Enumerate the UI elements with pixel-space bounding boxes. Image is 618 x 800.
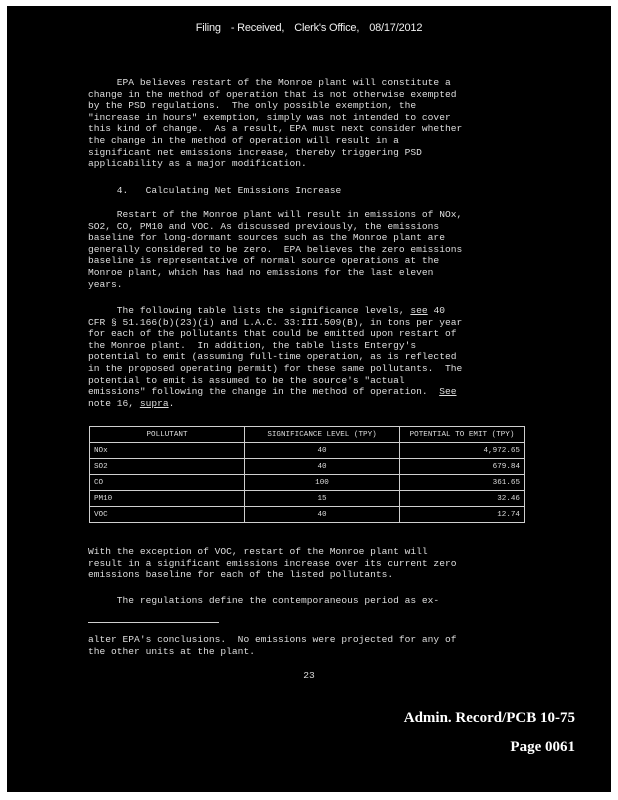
text-line: "increase in hours" exemption, simply was not intended to cover [88, 111, 451, 123]
text-line: years. [88, 278, 123, 290]
pollutant-cell: CO [90, 475, 245, 491]
footnote-text [88, 634, 526, 657]
text-line: by the PSD regulations. The only possible exemption, the [88, 100, 417, 112]
citation-signal: supra [139, 397, 169, 409]
header-received: - Received, [230, 22, 285, 34]
citation-signal: See [439, 386, 457, 398]
text-line: result in a significant emissions increase over its current zero [88, 557, 457, 569]
table-row [90, 475, 525, 491]
potential-cell: 4,972.65 [400, 443, 525, 459]
pollutant-cell: VOC [90, 507, 245, 523]
text-line: change in the method of operation that is not otherwise exempted [88, 88, 457, 100]
header-date: 08/17/2012 [369, 22, 423, 34]
table-row [90, 491, 525, 507]
document-page [7, 6, 611, 792]
text-line: emissions baseline for each of the listed pollutants. [88, 569, 394, 581]
potential-cell: 361.65 [400, 475, 525, 491]
pollutant-cell: SO2 [90, 459, 245, 475]
text-line: Restart of the Monroe plant will result in emissions of NOx, [88, 209, 463, 220]
filing-header [7, 22, 611, 34]
text-run: 40 [427, 305, 445, 316]
text-line: baseline is representative of normal source operations at the [88, 255, 440, 267]
page-stamp: Page 0061 [510, 739, 575, 755]
paragraph-restart-method [88, 77, 526, 170]
text-run: note 16, [88, 397, 140, 409]
text-line: the Monroe plant. In addition, the table lists Entergy's [88, 339, 417, 351]
table-row [90, 443, 525, 459]
text-run: . [168, 397, 175, 409]
text-line: generally considered to be zero. EPA believes the zero emissions [88, 243, 463, 255]
paragraph-voc-exception [88, 546, 526, 581]
pollutant-table [89, 426, 525, 523]
text-run: The following table lists the significance levels, [88, 305, 411, 316]
section-heading: 4. Calculating Net Emissions Increase [88, 185, 342, 196]
pollutant-cell: NOx [90, 443, 245, 459]
text-line: EPA believes restart of the Monroe plant will constitute a [88, 77, 451, 88]
text-line: SO2, CO, PM10 and VOC. As discussed previously, the emissions [88, 220, 440, 232]
table-row [90, 507, 525, 523]
footnote-divider [88, 622, 219, 623]
significance-cell: 40 [245, 459, 400, 475]
text-line: the other units at the plant. [88, 645, 255, 657]
text-line: for each of the pollutants that could be emitted upon restart of [88, 328, 457, 340]
paragraph-significance-levels [88, 305, 526, 409]
column-header: POTENTIAL TO EMIT (TPY) [400, 427, 525, 443]
text-line: alter EPA's conclusions. No emissions were projected for any of [88, 634, 457, 645]
text-line: the change in the method of operation will result in a [88, 134, 399, 146]
citation-signal: see [410, 305, 428, 316]
text-line: CFR § 51.166(b)(23)(i) and L.A.C. 33:III.509(B), in tons per year [88, 316, 463, 328]
significance-cell: 100 [245, 475, 400, 491]
text-line: this kind of change. As a result, EPA must next consider whether [88, 123, 463, 135]
admin-record-stamp: Admin. Record/PCB 10-75 [403, 710, 575, 726]
text-line: Monroe plant, which has had no emissions for the last eleven [88, 266, 434, 278]
pollutant-cell: PM10 [90, 491, 245, 507]
text-line [88, 386, 526, 398]
potential-cell: 679.84 [400, 459, 525, 475]
text-line: With the exception of VOC, restart of the Monroe plant will [88, 546, 428, 557]
significance-cell: 15 [245, 491, 400, 507]
paragraph-contemporaneous-period: The regulations define the contemporaneous period as ex- [88, 595, 440, 606]
text-line [88, 398, 526, 410]
page-number: 23 [303, 670, 315, 681]
header-office: Clerk's Office, [294, 22, 360, 34]
text-line: significant net emissions increase, thereby triggering PSD [88, 146, 422, 158]
text-line: in the proposed operating permit) for these same pollutants. The [88, 362, 463, 374]
significance-cell: 40 [245, 507, 400, 523]
table-row [90, 459, 525, 475]
significance-cell: 40 [245, 443, 400, 459]
column-header: POLLUTANT [90, 427, 245, 443]
potential-cell: 32.46 [400, 491, 525, 507]
text-line: applicability as a major modification. [88, 158, 307, 170]
potential-cell: 12.74 [400, 507, 525, 523]
column-header: SIGNIFICANCE LEVEL (TPY) [245, 427, 400, 443]
paragraph-emissions-baseline [88, 209, 526, 290]
text-line [88, 305, 526, 317]
text-line: potential to emit is assumed to be the source's "actual [88, 374, 405, 386]
header-filing: Filing [195, 22, 221, 34]
text-run: emissions" following the change in the method of operation. [88, 386, 440, 398]
text-line: potential to emit (assuming full-time operation, as is reflected [88, 351, 457, 363]
table-header-row [90, 427, 525, 443]
text-line: baseline for long-dormant sources such as the Monroe plant are [88, 232, 445, 244]
